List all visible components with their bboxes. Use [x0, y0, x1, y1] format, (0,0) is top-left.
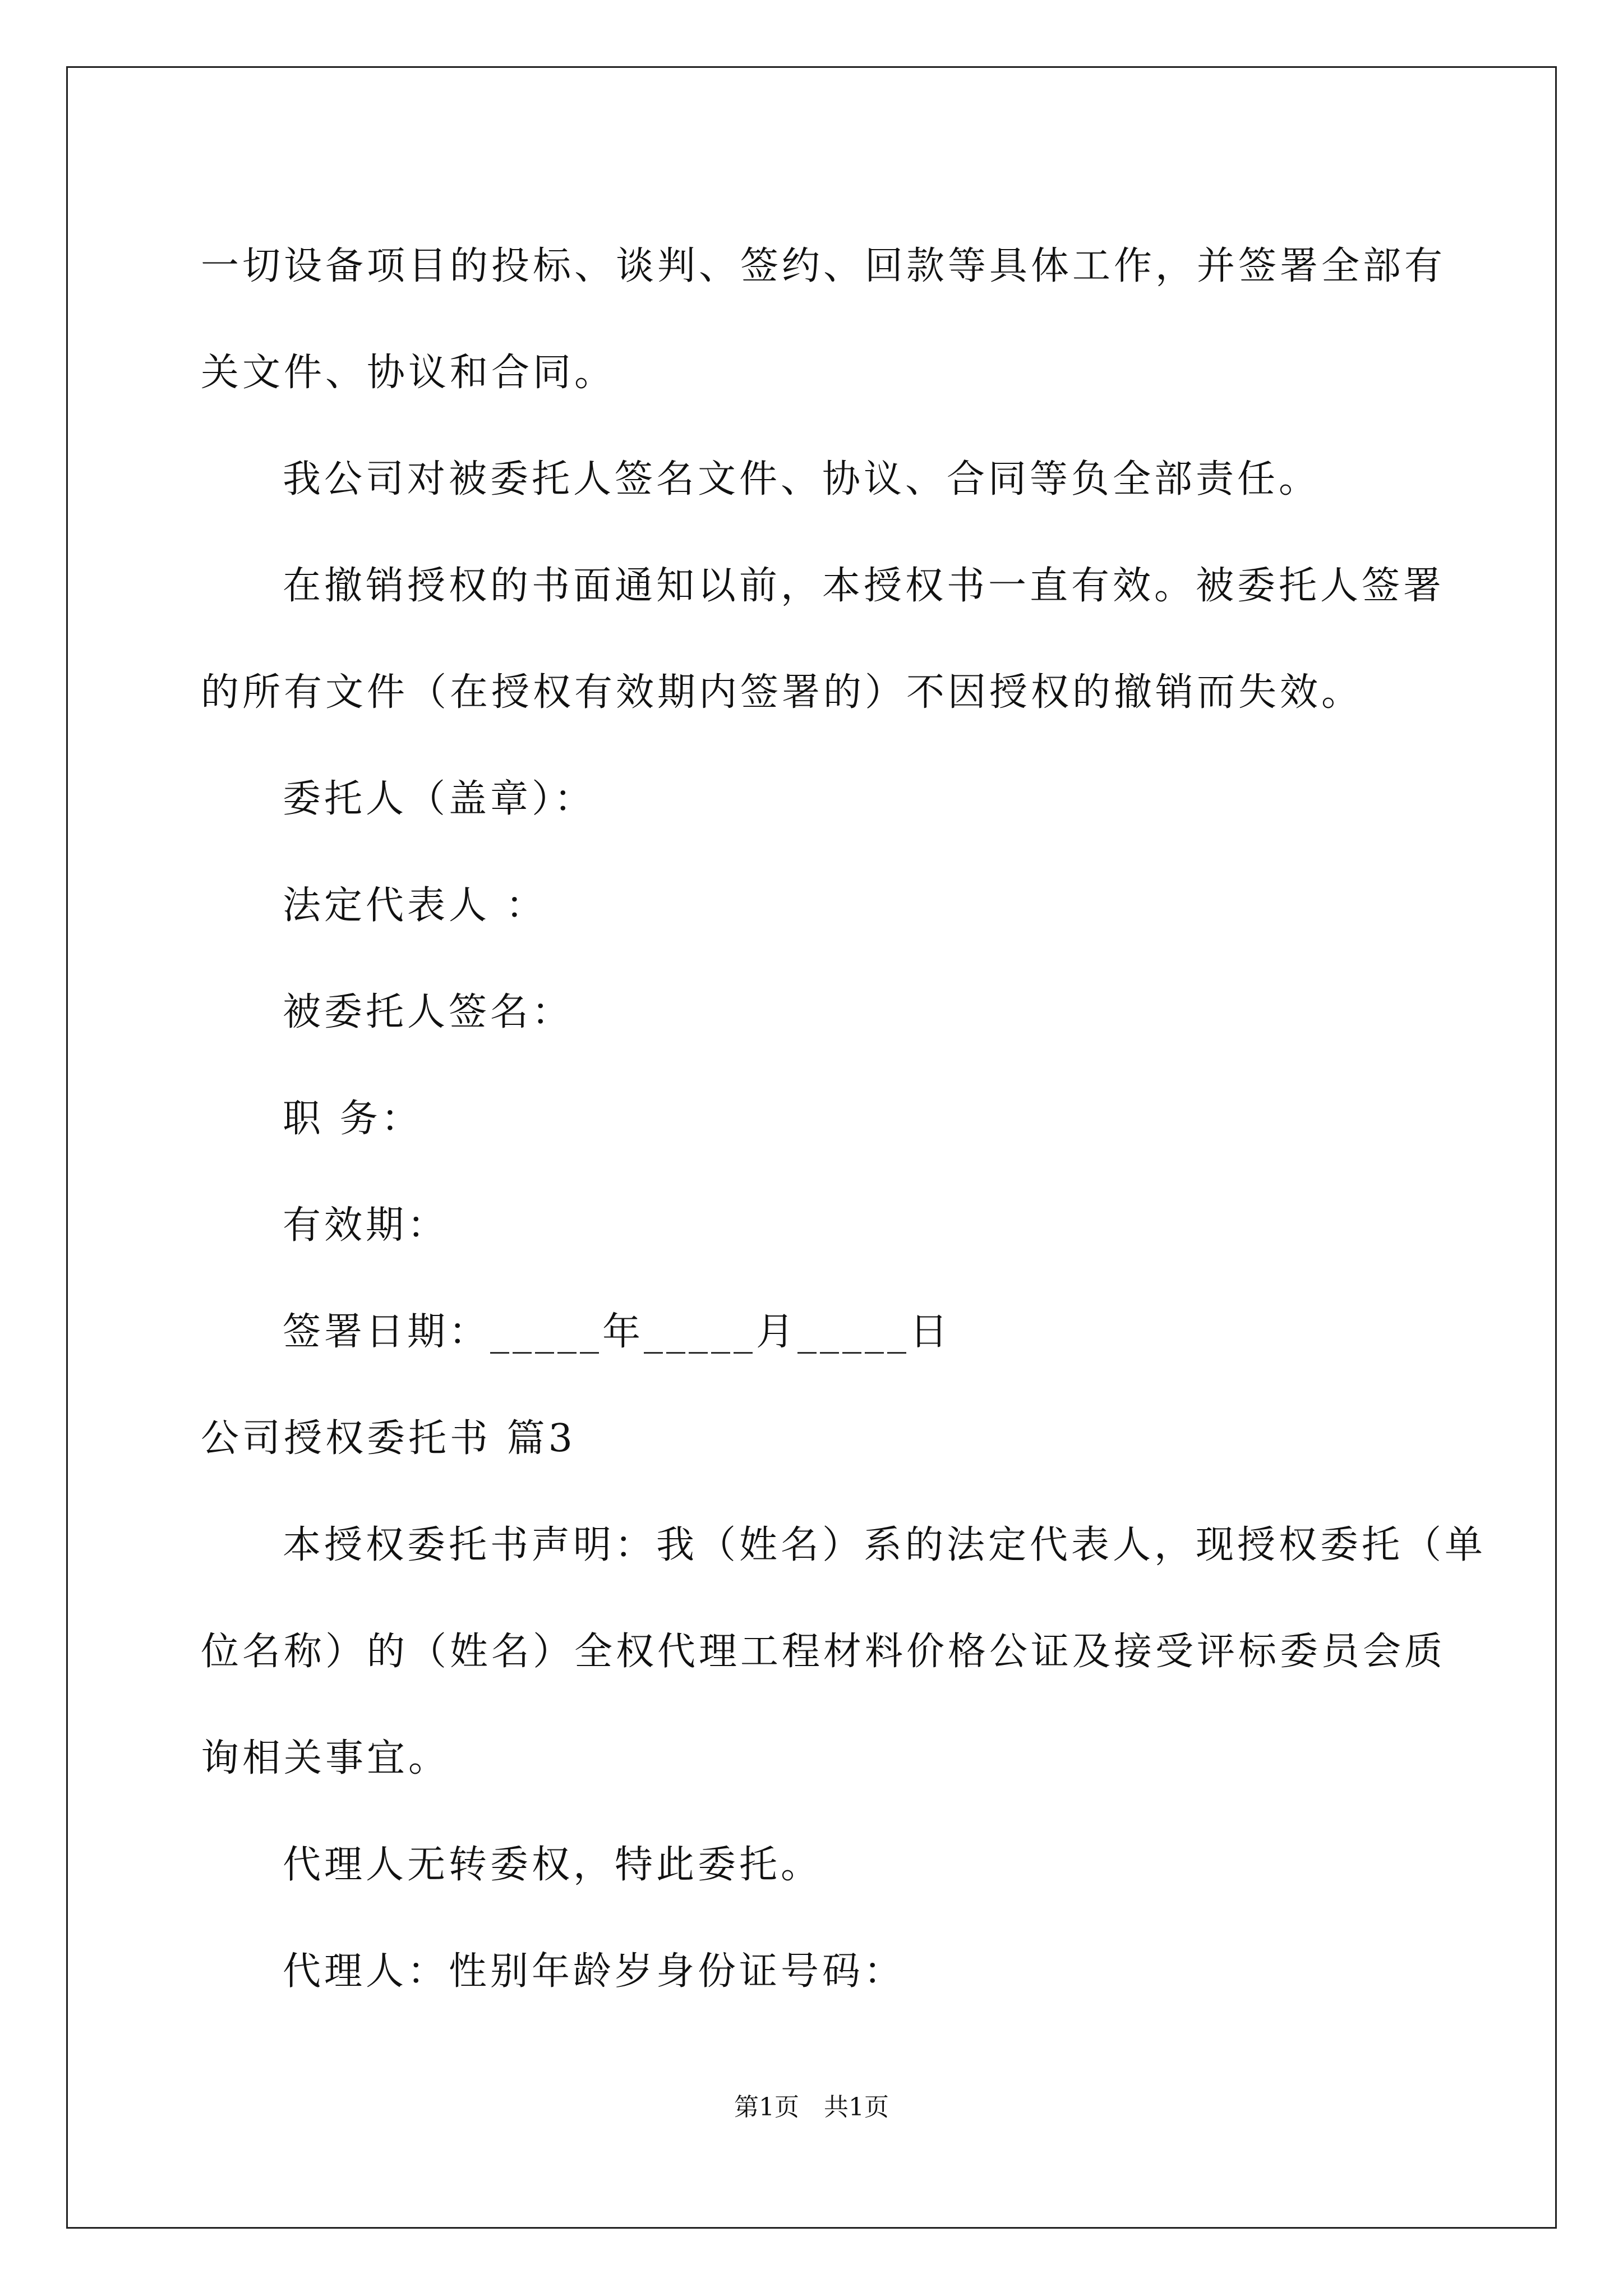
page-number: 第1页 共1页: [734, 2093, 889, 2122]
text-line: 我公司对被委托人签名文件、协议、合同等负全部责任。: [283, 457, 1321, 501]
text-line: 的所有文件（在授权有效期内签署的）不因授权的撤销而失效。: [201, 670, 1363, 715]
principal-seal-label: 委托人（盖章）：: [283, 777, 596, 821]
text-line: 询相关事宜。: [201, 1736, 450, 1780]
signing-date-label: 签署日期：_____年_____月_____日: [283, 1310, 952, 1354]
validity-label: 有效期：: [283, 1203, 449, 1248]
text-line: 代理人无转委权，特此委托。: [283, 1843, 823, 1887]
agent-signature-label: 被委托人签名：: [283, 990, 574, 1034]
text-line: 位名称）的（姓名）全权代理工程材料价格公证及接受评标委员会质: [201, 1630, 1446, 1674]
text-line: 一切设备项目的投标、谈判、签约、回款等具体工作，并签署全部有: [201, 244, 1446, 288]
text-line: 关文件、协议和合同。: [201, 351, 616, 395]
section-heading: 公司授权委托书 篇3: [201, 1416, 576, 1461]
position-label: 职 务：: [283, 1097, 423, 1141]
text-line: 本授权委托书声明：我（姓名）系的法定代表人，现授权委托（单: [283, 1523, 1487, 1567]
text-line: 在撤销授权的书面通知以前，本授权书一直有效。被委托人签署: [283, 564, 1445, 608]
document-body: [201, 213, 1487, 2025]
legal-representative-label: 法定代表人 ：: [283, 884, 547, 928]
agent-info-label: 代理人：性别年龄岁身份证号码：: [283, 1949, 906, 1994]
